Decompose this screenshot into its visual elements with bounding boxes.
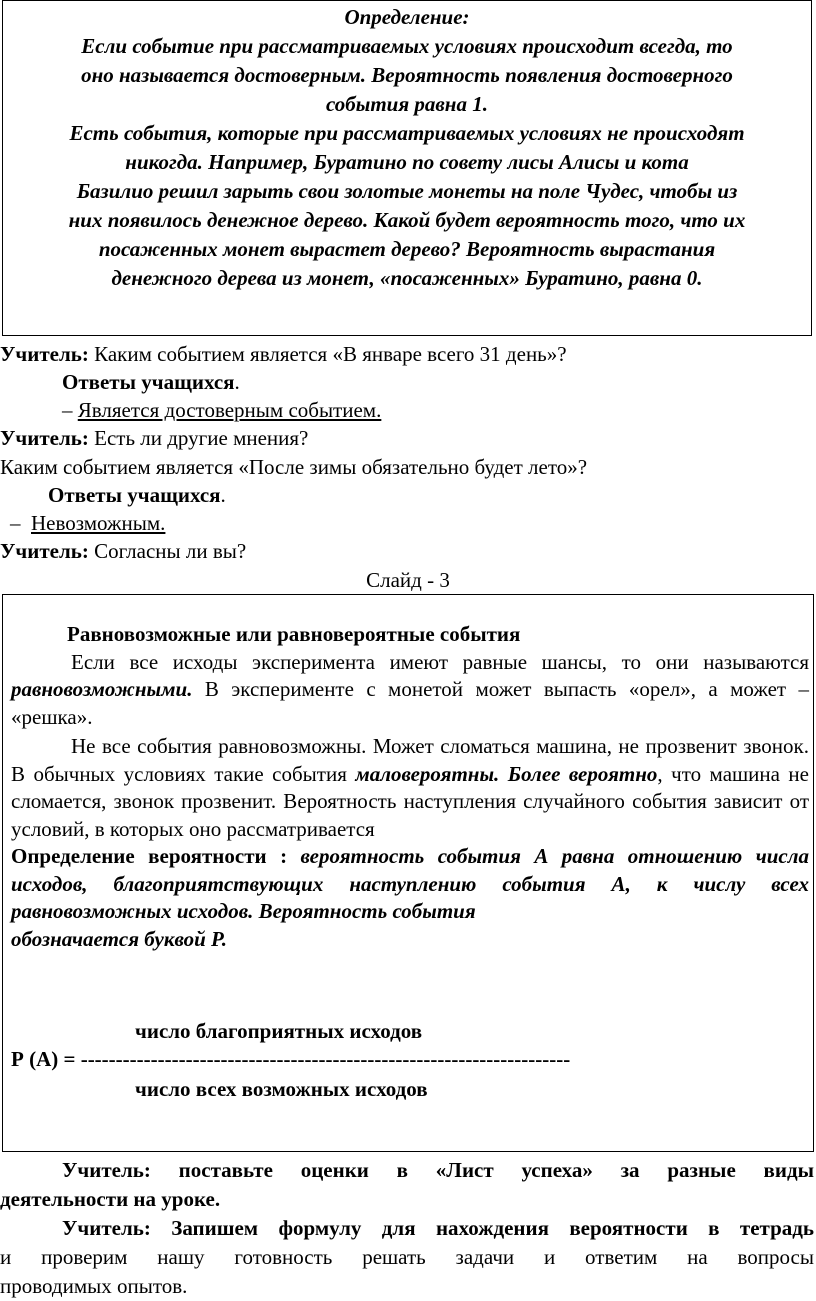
answer-text: Является достоверным событием. (77, 398, 382, 422)
teacher-label: Учитель: (0, 539, 89, 563)
student-answer: – Является достоверным событием. (62, 398, 382, 422)
teacher-question: Согласны ли вы? (94, 539, 247, 563)
definition-line: них появилось денежное дерево. Какой будет вероятность того, что их (68, 208, 746, 232)
answer-text: Невозможным. (31, 511, 166, 535)
probability-definition: Определение вероятности : вероятность события А равна отношению числа исходов, благоприятствующих наступлению события А, к числу всех равновозможных исходов. Вероятность события обозначается буквой Р. (11, 844, 809, 951)
definition-line: посаженных монет вырастет дерево? Вероятность вырастания (98, 237, 716, 261)
dialog-line (0, 426, 308, 451)
definition-line: оно называется достоверным. Вероятность появления достоверного (81, 63, 733, 87)
bottom-text (0, 1156, 814, 1301)
definition-line: Если событие при рассматриваемых условиях происходит всегда, то (81, 34, 733, 58)
definition-box (2, 0, 812, 336)
slide-label: Слайд - 3 (366, 568, 450, 592)
teacher-question: Каким событием является «После зимы обязательно будет лето»? (0, 455, 588, 479)
teacher-label: Учитель: (0, 342, 89, 366)
teacher-label: Учитель: (0, 426, 89, 450)
definition-line: события равна 1. (326, 92, 488, 116)
students-answers-label: Ответы учащихся. (48, 483, 226, 507)
paragraph: деятельности на уроке. (0, 1187, 221, 1211)
student-answer: – Невозможным. (10, 511, 166, 535)
slide-box (2, 594, 814, 1152)
definition-line: никогда. Например, Буратино по совету лисы Алисы и кота (125, 150, 689, 174)
slide-heading: Равновозможные или равновероятные события (67, 622, 521, 646)
formula-line: Р (А) = ---------------------------------------------------------------------- (11, 1047, 571, 1071)
dialog-line (0, 342, 567, 367)
teacher-question: Есть ли другие мнения? (94, 426, 309, 450)
dialog-line (0, 539, 246, 564)
students-answers-label: Ответы учащихся. (62, 370, 240, 394)
formula-denominator: число всех возможных исходов (135, 1077, 428, 1101)
paragraph: Не все события равновозможны. Может сломаться машина, не прозвенит звонок. В обычных условиях такие события маловероятны. Более вероятно, что машина не сломается, звонок прозвенит. Вероятность наступления случайного события зависит от условий, в которых оно рассматривается (11, 734, 809, 841)
definition-line: Базилио решил зарыть свои золотые монеты на поле Чудес, чтобы из (76, 179, 738, 203)
paragraph: и проверим нашу готовность решать задачи и ответим на вопросы (0, 1245, 814, 1269)
definition-title: Определение: (344, 5, 470, 29)
paragraph: Учитель: поставьте оценки в «Лист успеха» за разные виды (62, 1158, 814, 1182)
teacher-question: Каким событием является «В январе всего 31 день»? (94, 342, 567, 366)
definition-line: Есть события, которые при рассматриваемых условиях не происходят (69, 121, 745, 145)
paragraph: Если все исходы эксперимента имеют равные шансы, то они называются равновозможными. В эксперименте с монетой может выпасть «орел», а может – «решка». (11, 649, 809, 729)
paragraph: проводимых опытов. (0, 1274, 188, 1298)
paragraph: Учитель: Запишем формулу для нахождения вероятности в тетрадь (62, 1216, 814, 1240)
definition-line: денежного дерева из монет, «посаженных» Буратино, равна 0. (111, 266, 703, 290)
formula-numerator: число благоприятных исходов (135, 1019, 423, 1043)
